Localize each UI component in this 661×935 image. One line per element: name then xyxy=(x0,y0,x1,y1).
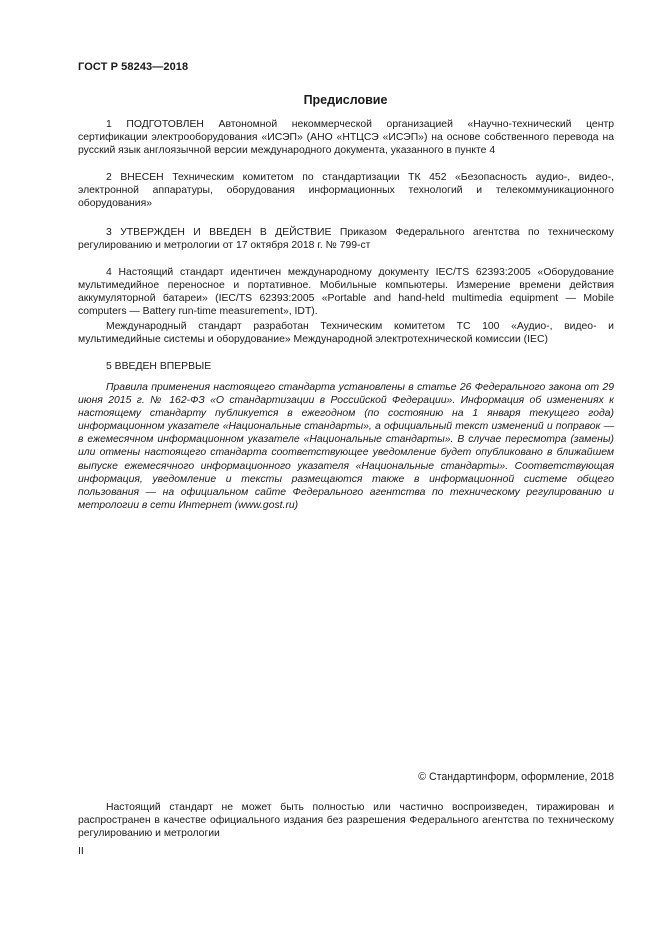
paragraph-introduced: 5 ВВЕДЕН ВПЕРВЫЕ xyxy=(106,361,212,372)
document-code: ГОСТ Р 58243—2018 xyxy=(78,61,189,73)
copyright-notice: © Стандартинформ, оформление, 2018 xyxy=(418,771,614,783)
rules-of-application: Правила применения настоящего стандарта установлены в статье 26 Федерального закона от 29 июня 2015 г. № 162-ФЗ «О стандартизации в Российской Федерации». Информация об изменениях к настоящему стандарту публикуется в ежегодном (по состоянию на 1 января текущего года) информационном указателе «Национальные стандарты», а официальный текст изменений и поправок — в ежемесячном информационном указателе «Национальные стандарты». В случае пересмотра (замены) или отмены настоящего стандарта соответствующее уведомление будет опубликовано в ближайшем выпуске ежемесячного информационного указателя «Национальные стандарты». Соответствующая информация, уведомление и тексты размещаются также в информационной системе общего пользования — на официальном сайте Федерального агентства по техническому регулированию и метрологии в сети Интернет (www.gost.ru) xyxy=(78,382,614,511)
page-title: Предисловие xyxy=(303,93,388,107)
paragraph-identical: 4 Настоящий стандарт идентичен международному документу IEC/TS 62393:2005 «Оборудование мультимедийное переносное и портативное. Мобильные компьютеры. Измерение времени действия аккумуляторной батареи» (IEC/TS 62393:2005 «Portable and hand-held multimedia equipment — Mobile computers — Battery run-time measurement», IDT). xyxy=(78,267,614,318)
reproduction-notice: Настоящий стандарт не может быть полностью или частично воспроизведен, тиражирован и распространен в качестве официального издания без разрешения Федерального агентства по техническому регулированию и метрологии xyxy=(78,802,614,840)
paragraph-submitted: 2 ВНЕСЕН Техническим комитетом по стандартизации ТК 452 «Безопасность аудио-, видео-, электронной аппаратуры, оборудования информационных технологий и телекоммуникационного оборудования» xyxy=(78,172,614,210)
paragraph-prepared: 1 ПОДГОТОВЛЕН Автономной некоммерческой организацией «Научно-технический центр сертификации электрооборудования «ИСЭП» (АНО «НТЦСЭ «ИСЭП») на основе собственного перевода на русский язык англоязычной версии международного документа, указанного в пункте 4 xyxy=(78,119,614,157)
paragraph-international-standard: Международный стандарт разработан Техническим комитетом ТС 100 «Аудио-, видео- и мультимедийные системы и оборудование» Международной электротехнической комиссии (IEC) xyxy=(78,321,614,346)
paragraph-approved: 3 УТВЕРЖДЕН И ВВЕДЕН В ДЕЙСТВИЕ Приказом Федерального агентства по техническому регулированию и метрологии от 17 октября 2018 г. № 799-ст xyxy=(78,227,614,252)
page-number: II xyxy=(78,846,84,857)
